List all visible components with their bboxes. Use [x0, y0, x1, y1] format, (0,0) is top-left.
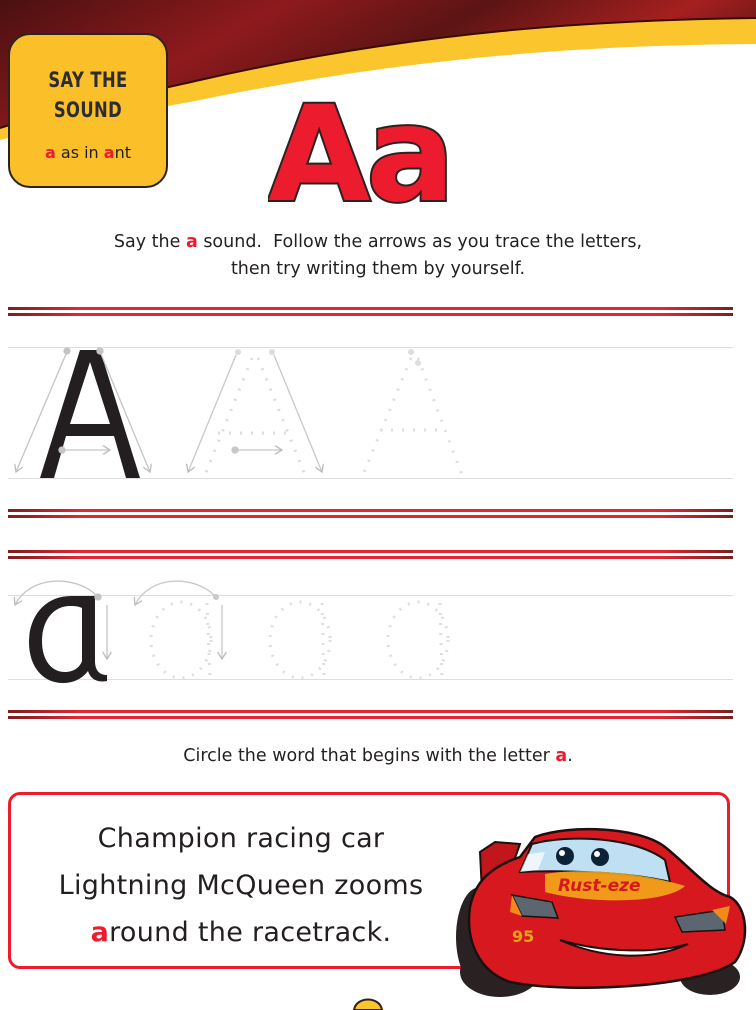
example-word-first-letter: a [103, 143, 115, 162]
big-uppercase-a: A [268, 88, 367, 208]
instructions-line-1 [0, 229, 756, 256]
passage-line-3-rest: round the racetrack. [109, 917, 392, 948]
car-number: 95 [512, 927, 535, 946]
sound-box-title [27, 65, 149, 125]
circle-task-period: . [567, 746, 573, 766]
guide-line-top [8, 550, 733, 553]
guide-line-top [8, 313, 733, 316]
guide-line-bottom [8, 509, 733, 512]
instr-text: Say the [113, 232, 186, 252]
page-mascot-badge [352, 990, 384, 1010]
dotted-lowercase-a-2[interactable] [270, 602, 330, 678]
hood-sticker-text: Rust-eze [558, 876, 641, 896]
sound-example [10, 143, 166, 162]
big-letters-Aa [268, 88, 478, 208]
title-line-1: SAY THE [48, 68, 128, 92]
guide-line-top [8, 307, 733, 310]
instr-highlight-letter: a [185, 232, 198, 252]
say-the-sound-box [8, 33, 168, 188]
circle-task-instruction [0, 743, 756, 770]
title-line-2: SOUND [53, 98, 123, 122]
example-word-rest: nt [114, 143, 131, 162]
example-letter: a [45, 143, 56, 162]
instr-text: sound. Follow the arrows as you trace the letters, [197, 232, 643, 252]
big-letter-display [268, 88, 451, 208]
guide-line-bottom [8, 710, 733, 713]
dotted-lowercase-a-1[interactable] [135, 581, 222, 678]
guide-line-top [8, 556, 733, 559]
lightning-mcqueen-illustration [450, 812, 750, 1000]
guide-line-bottom [8, 515, 733, 518]
passage-highlight-letter: a [90, 917, 110, 948]
lowercase-trace-row[interactable] [0, 575, 756, 690]
uppercase-trace-row[interactable] [0, 340, 756, 485]
passage-line-3[interactable] [11, 909, 471, 956]
big-lowercase-a: a [366, 88, 452, 208]
reading-passage [11, 815, 471, 956]
circle-task-letter: a [555, 746, 568, 766]
circle-task-text: Circle the word that begins with the letter [183, 746, 556, 766]
dotted-uppercase-a-2[interactable] [363, 349, 462, 475]
example-connector: as in [55, 143, 104, 162]
solid-lowercase-a [29, 596, 107, 683]
guide-line-bottom [8, 716, 733, 719]
dotted-lowercase-a-3[interactable] [388, 602, 448, 678]
solid-uppercase-a [40, 350, 140, 478]
tracing-instructions [0, 229, 756, 283]
passage-line-1[interactable]: Champion racing car [97, 823, 385, 854]
dotted-uppercase-a-1[interactable] [188, 349, 322, 475]
passage-line-2[interactable]: Lightning McQueen zooms [58, 870, 424, 901]
instructions-line-2: then try writing them by yourself. [230, 259, 526, 279]
